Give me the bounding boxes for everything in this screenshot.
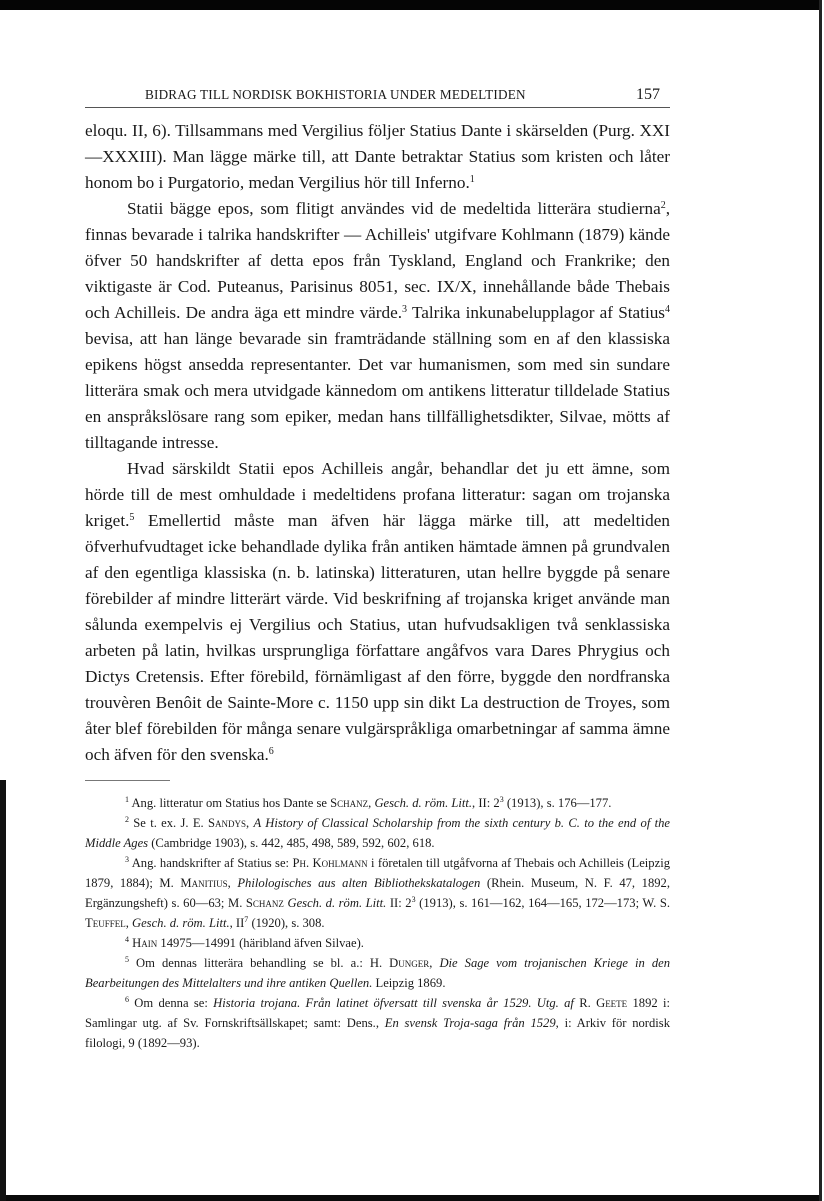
- scan-border-bottom: [0, 1195, 824, 1201]
- footnotes: [85, 793, 670, 1053]
- footnote-3: $^3$ Ang. handskrifter af Statius se: Ph. Kohlmann i företalen till utgåfvorna af Thebais och Achilleis (Leipzig 1879, 1884); M. Manitius, Philologisches aus alten Bibliothekskatalogen (Rhein. Museum, N. F. 47, 1892, Ergänzungsheft) s. 60—63; M. Schanz Gesch. d. röm. Litt. II: $2^3$ (1913), s. 161—162, 164—165, 172—173; W. S. Teuffel, Gesch. d. röm. Litt., $II^7$ (1920), s. 308.: [85, 855, 670, 930]
- running-title: BIDRAG TILL NORDISK BOKHISTORIA UNDER MEDELTIDEN: [145, 87, 526, 102]
- footnote-ref-5[interactable]: 5: [129, 512, 135, 523]
- page-number: 157: [636, 86, 660, 103]
- book-page: [85, 86, 670, 1053]
- paragraph-3: Hvad särskildt Statii epos Achilleis angår, behandlar det ju ett ämne, som hörde till de mest omhuldade i medeltidens profana litteratur: sagan om trojanska kriget.$^5$ Emellertid måste man äfven här lägga märke till, att medeltiden öfverhufvudtaget icke behandlade dylika från antiken hämtade ämnen på grundvalen af den egentliga klassiska (n. b. latinska) litteraturen, utan hellre byggde på senare förebilder af mindre litterärt värde. Vid beskrifning af trojanska kriget använde man sålunda exempelvis ej Vergilius och Statius, utan hufvudsakligen två senklassiska arbeten på latin, hvilkas ursprungliga författare angåfvos vara Dares Phrygius och Dictys Cretensis. Efter förebild, förnämligast af den förre, byggde den nordfranska trouvèren Benôit de Sainte-More c. 1150 upp sin dikt La destruction de Troyes, som åter blef förebilden för många senare vulgärspråkliga omarbetningar af samma ämne och äfven för den svenska.$^6$: [85, 459, 670, 764]
- footnote-ref-1[interactable]: 1: [469, 174, 475, 185]
- footnote-ref-2[interactable]: 2: [660, 200, 666, 211]
- running-head: [85, 86, 670, 108]
- footnote-4: $^4$ Hain 14975—14991 (häribland äfven Silvae).: [125, 935, 364, 950]
- paragraph-1: eloqu. II, 6). Tillsammans med Vergilius följer Statius Dante i skärselden (Purg. XXI—XXXIII). Man lägge märke till, att Dante betraktar Statius som kristen och låter honom bo i Purgatorio, medan Vergilius hör till Inferno.$^1$: [85, 121, 670, 192]
- paragraph-2: Statii bägge epos, som flitigt användes vid de medeltida litterära studierna$^2$, finnas bevarade i talrika handskrifter — Achilleis' utgifvare Kohlmann (1879) kände öfver 50 handskrifter af detta epos från Tyskland, England och Frankrike; den viktigaste är Cod. Puteanus, Parisinus 8051, sec. IX/X, innehållande både Thebais och Achilleis. De andra äga ett mindre värde.$^3$ Talrika inkunabelupplagor af Statius$^4$ bevisa, att han länge bevarade sin framträdande ställning som en af den klassiska epikens högst ansedda representanter. Det var humanismen, som med sin sundare litterära smak och mera utvidgade kännedom om antikens litteratur tilldelade Statius en anspråkslösare rang som epiker, medan hans tillfällighetsdikter, Silvae, mötts af tilltagande intresse.: [85, 199, 670, 452]
- footnote-ref-6[interactable]: 6: [268, 746, 274, 757]
- footnote-ref-3[interactable]: 3: [402, 304, 408, 315]
- footnote-2: $^2$ Se t. ex. J. E. Sandys, A History of Classical Scholarship from the sixth century b. C. to the end of the Middle Ages (Cambridge 1903), s. 442, 485, 498, 589, 592, 602, 618.: [85, 815, 671, 850]
- footnote-separator: [85, 780, 170, 781]
- body-text: [85, 118, 670, 768]
- footnote-1: $^1$ Ang. litteratur om Statius hos Dante se Schanz, Gesch. d. röm. Litt., II: $2^3$ (1913), s. 176—177.: [125, 795, 612, 810]
- footnote-5: $^5$ Om dennas litterära behandling se bl. a.: H. Dunger, Die Sage vom trojanischen Kriege in den Bearbeitungen des Mittelalters und ihre antiken Quellen. Leipzig 1869.: [85, 955, 670, 990]
- scan-border-top: [0, 0, 824, 10]
- scan-border-left: [0, 780, 6, 1201]
- footnote-ref-4[interactable]: 4: [665, 304, 670, 315]
- footnote-6: $^6$ Om denna se: Historia trojana. Från latinet öfversatt till svenska år 1529. Utg. af R. Geete 1892 i: Samlingar utg. af Sv. Fornskriftsällskapet; samt: Dens., En svensk Troja-saga från 1529, i: Arkiv för nordisk filologi, 9 (1892—93).: [85, 995, 670, 1050]
